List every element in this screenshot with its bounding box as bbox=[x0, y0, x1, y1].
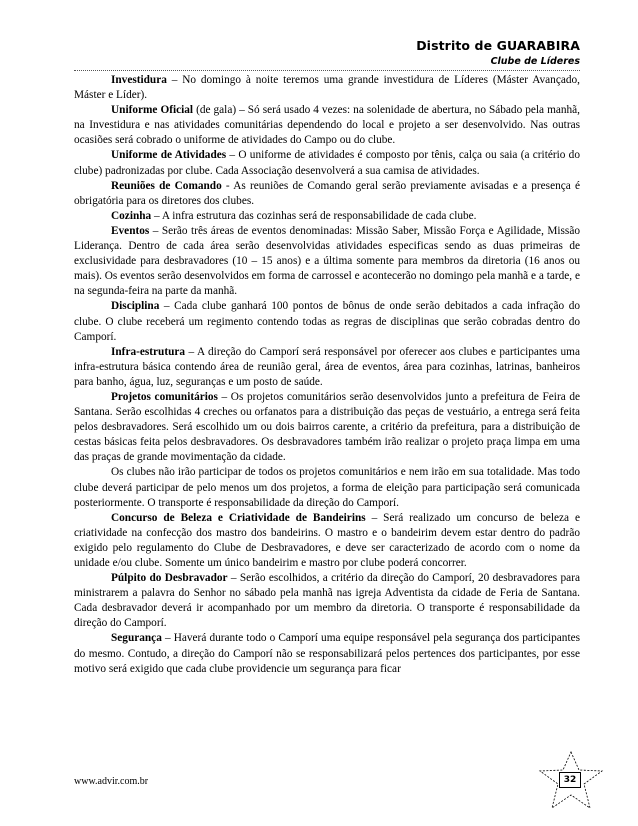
paragraph-term: Eventos bbox=[111, 224, 150, 237]
paragraph-text: – Cada clube ganhará 100 pontos de bônus de onde serão debitados a cada infração do clube. O clube receberá um regimento contendo todas as regras de disciplinas que serão cobradas dentro do Camporí. bbox=[74, 300, 580, 343]
paragraph bbox=[74, 390, 580, 465]
paragraph bbox=[74, 103, 580, 148]
paragraph-term: Disciplina bbox=[111, 300, 160, 313]
header-subtitle: Clube de Líderes bbox=[490, 56, 580, 67]
paragraph-text: – Serão três áreas de eventos denominadas: Missão Saber, Missão Força e Agilidade, Missão Liderança. Dentro de cada área serão desenvolvidas atividades especificas sendo as duas primeiras de exclusividade para desbravadores (10 – 15 anos) e a última somente para membros da diretoria (16 anos ou mais). Os eventos serão desenvolvidos em forma de carrossel e acontecerão no domingo pela manhã e a tarde, e na segunda-feira na parte da manhã. bbox=[74, 224, 580, 298]
paragraph bbox=[74, 299, 580, 344]
body-text bbox=[74, 73, 580, 677]
paragraph-term: Púlpito do Desbravador bbox=[111, 572, 228, 585]
paragraph-text: – Será realizado um concurso de beleza e criatividade na confecção dos mastro dos bandeirins. O mastro e o bandeirim devem estar dentro do padrão exigido pelo regulamento do Clube de Desbravadores, e deve ser caracterizado de acordo com o nome da unidade e/ou clube. Somente um único bandeirim e mastro por clube poderá concorrer. bbox=[74, 511, 580, 569]
paragraph-text: – Os projetos comunitários serão desenvolvidos junto a prefeitura de Feira de Santana. Serão escolhidas 4 creches ou orfanatos para a distribuição das peças de vestuário, a entrega será feita pelos desbravadores. Será escolhido um ou dois bairros carente, a critério da prefeitura, para a distribuição de cestas básicas feita pelos desbravadores. Os desbravadores também irão realizar o projeto praça limpa em uma das praças de grande movimentação da cidade. bbox=[74, 390, 580, 464]
paragraph-text: Os clubes não irão participar de todos os projetos comunitários e nem irão em sua totalidade. Mas todo clube deverá participar de pelo menos um dos projetos, a forma de eleição para participação será comunicada posteriormente. O transporte é responsabilidade da direção do Camporí. bbox=[74, 466, 580, 509]
paragraph-text: (de gala) – Só será usado 4 vezes: na solenidade de abertura, no Sábado pela manhã, na Investidura e nas atividades comunitárias dependendo do local e projeto a ser desenvolvido. Nas outras ocasiões será cobrado o uniforme de atividades do Campo ou do clube. bbox=[74, 104, 580, 147]
paragraph-text: – O uniforme de atividades é composto por tênis, calça ou saia (a critério do clube) padronizadas por clube. Cada Associação desenvolverá a sua camisa de atividades. bbox=[74, 149, 580, 177]
paragraph bbox=[74, 224, 580, 299]
paragraph bbox=[74, 571, 580, 631]
paragraph bbox=[74, 209, 580, 224]
paragraph bbox=[74, 179, 580, 209]
paragraph-text: – No domingo à noite teremos uma grande investidura de Líderes (Máster Avançado, Máster e Líder). bbox=[74, 74, 580, 102]
paragraph-term: Projetos comunitários bbox=[111, 390, 218, 403]
paragraph-term: Uniforme Oficial bbox=[111, 104, 194, 117]
header-divider bbox=[74, 70, 580, 71]
paragraph bbox=[74, 345, 580, 390]
paragraph bbox=[74, 631, 580, 676]
paragraph-term: Uniforme de Atividades bbox=[111, 149, 227, 162]
footer-url: www.advir.com.br bbox=[74, 776, 149, 787]
paragraph-text: - As reuniões de Comando geral serão previamente avisadas e a presença é obrigatória para os diretores dos clubes. bbox=[74, 179, 580, 207]
header-title: Distrito de GUARABIRA bbox=[416, 38, 580, 53]
paragraph-text: – Serão escolhidos, a critério da direção do Camporí, 20 desbravadores para ministrarem a palavra do Senhor no sábado pela manhã nas igreja Adventista da cidade de Feria de Santana. Cada desbravador deverá ir acompanhado por um membro da diretoria. O transporte é responsabilidade da direção do Camporí. bbox=[74, 572, 580, 630]
paragraph bbox=[74, 148, 580, 178]
paragraph-text: – A direção do Camporí será responsável por oferecer aos clubes e participantes uma infra-estrutura básica contendo área de reunião geral, área de eventos, área para cozinhas, latrinas, banheiros para banho, água, luz, seguranças e um posto de saúde. bbox=[74, 345, 580, 388]
paragraph-term: Segurança bbox=[111, 632, 162, 645]
paragraph-text: – Haverá durante todo o Camporí uma equipe responsável pela segurança dos participantes do mesmo. Contudo, a direção do Camporí não se responsabilizará pelos pertences dos participantes, por esse motivo será exigido que cada clube providencie um segurança para ficar bbox=[74, 632, 580, 675]
paragraph-term: Reuniões de Comando bbox=[111, 179, 222, 192]
paragraph bbox=[74, 465, 580, 510]
paragraph-term: Concurso de Beleza e Criatividade de Bandeirins bbox=[111, 511, 366, 524]
paragraph bbox=[74, 73, 580, 103]
paragraph bbox=[74, 511, 580, 571]
paragraph-text: – A infra estrutura das cozinhas será de responsabilidade de cada clube. bbox=[151, 209, 477, 222]
paragraph-term: Cozinha bbox=[111, 209, 152, 222]
page-number: 32 bbox=[559, 772, 581, 788]
paragraph-term: Infra-estrutura bbox=[111, 345, 186, 358]
paragraph-term: Investidura bbox=[111, 74, 167, 86]
